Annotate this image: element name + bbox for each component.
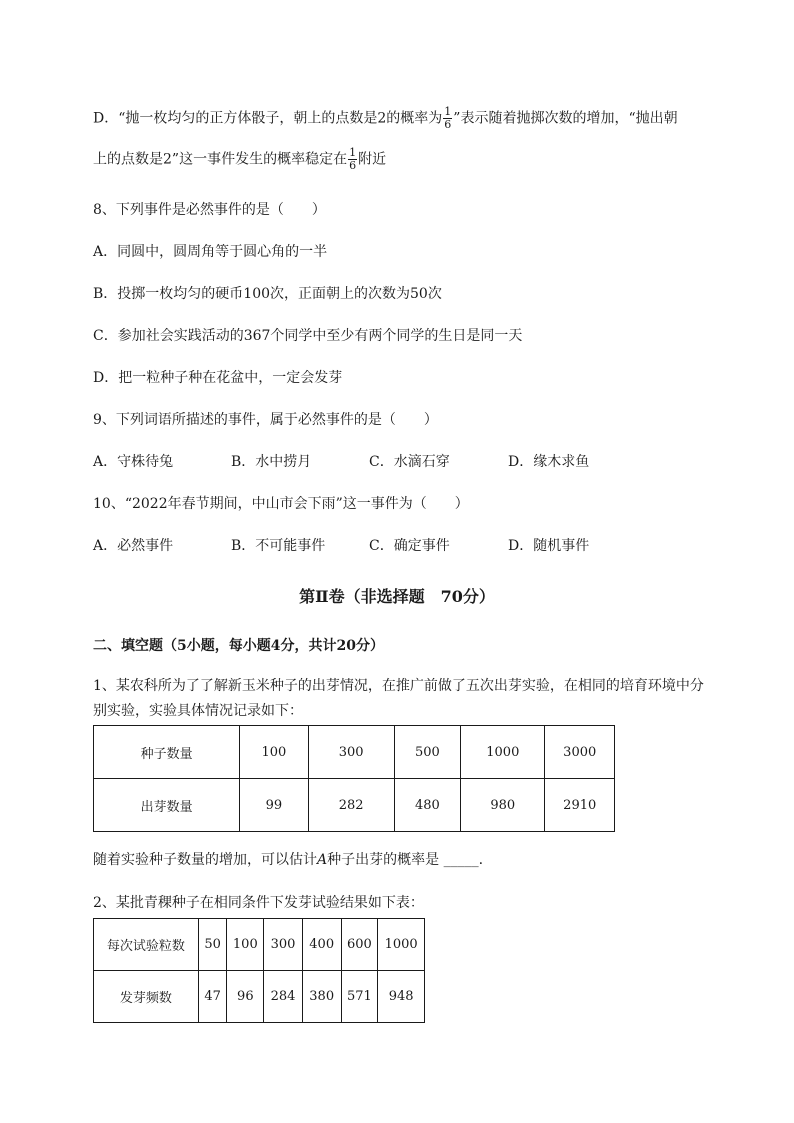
q10-option-a: A．必然事件 — [93, 538, 174, 554]
table-cell: 284 — [264, 971, 303, 1023]
table-cell: 3000 — [545, 726, 615, 779]
q9-option-c: C．水滴石穿 — [369, 454, 450, 470]
table-cell: 600 — [341, 919, 378, 971]
q8-stem: 8、下列事件是必然事件的是（ ） — [93, 202, 326, 218]
table-cell: 571 — [341, 971, 378, 1023]
table-cell: 1000 — [461, 726, 545, 779]
table-cell: 980 — [461, 779, 545, 832]
part2-title: 第Ⅱ卷（非选择题 70分） — [299, 587, 495, 606]
q8-option-b: B．投掷一枚均匀的硬币100次，正面朝上的次数为50次 — [93, 286, 442, 302]
q8-option-d: D．把一粒种子种在花盆中，一定会发芽 — [93, 370, 343, 386]
table-cell: 400 — [302, 919, 341, 971]
q7d-text: D．“抛一枚均匀的正方体骰子，朝上的点数是2的概率为 — [93, 110, 443, 127]
table-cell: 500 — [394, 726, 460, 779]
table-cell: 99 — [240, 779, 308, 832]
f1-question: 随着实验种子数量的增加，可以估计A种子出芽的概率是 _____. — [93, 852, 484, 868]
table-cell: 1000 — [378, 919, 425, 971]
table-row — [94, 779, 615, 832]
q9-option-d: D．缘木求鱼 — [508, 454, 590, 470]
q8-option-a: A．同圆中，圆周角等于圆心角的一半 — [93, 244, 328, 260]
table-row — [94, 919, 425, 971]
table-cell: 282 — [308, 779, 394, 832]
table-cell: 每次试验粒数 — [94, 919, 199, 971]
table-cell: 发芽频数 — [94, 971, 199, 1023]
q7d-text-post: ”表示随着抛掷次数的增加，“抛出朝 — [453, 110, 678, 127]
q7-option-d-line1 — [93, 106, 678, 131]
q10-option-d: D．随机事件 — [508, 538, 590, 554]
q7-option-d-line2: 上的点数是2”这一事件发生的概率稳定在 $\frac{1}{6}$ 附近 — [93, 146, 387, 172]
table-cell: 948 — [378, 971, 425, 1023]
table-cell: 300 — [308, 726, 394, 779]
q8-option-c: C．参加社会实践活动的367个同学中至少有两个同学的生日是同一天 — [93, 328, 523, 344]
table-cell: 50 — [198, 919, 227, 971]
table-cell: 480 — [394, 779, 460, 832]
table-cell: 100 — [240, 726, 308, 779]
table-cell: 100 — [227, 919, 264, 971]
f2-table — [93, 918, 425, 1023]
table-cell: 380 — [302, 971, 341, 1023]
q9-option-b: B．水中捞月 — [231, 454, 312, 470]
table-cell: 300 — [264, 919, 303, 971]
q10-stem: 10、“2022年春节期间，中山市会下雨”这一事件为（ ） — [93, 496, 469, 512]
f1-stem-line1: 1、某农科所为了了解新玉米种子的出芽情况，在推广前做了五次出芽实验，在相同的培育环境中分 — [93, 678, 704, 694]
q10-option-b: B．不可能事件 — [231, 538, 326, 554]
table-row — [94, 726, 615, 779]
fill-blank-section-title: 二、填空题（5小题，每小题4分，共计20分） — [93, 638, 384, 654]
q9-stem: 9、下列词语所描述的事件，属于必然事件的是（ ） — [93, 412, 438, 428]
f2-stem: 2、某批青稞种子在相同条件下发芽试验结果如下表： — [93, 895, 424, 911]
fraction-one-sixth: $\frac{1}{6}$ — [444, 105, 452, 131]
fraction-one-sixth: $\frac{1}{6}$ — [349, 146, 357, 172]
table-cell: 种子数量 — [94, 726, 240, 779]
q10-option-c: C．确定事件 — [369, 538, 450, 554]
table-cell: 96 — [227, 971, 264, 1023]
q9-option-a: A．守株待兔 — [93, 454, 174, 470]
table-cell: 出芽数量 — [94, 779, 240, 832]
table-cell: 47 — [198, 971, 227, 1023]
f1-stem-line2: 别实验，实验具体情况记录如下： — [93, 703, 303, 719]
answer-blank[interactable]: _____ — [443, 852, 479, 868]
table-row — [94, 971, 425, 1023]
variable-a: A — [317, 852, 328, 868]
table-cell: 2910 — [545, 779, 615, 832]
f1-table — [93, 725, 615, 832]
